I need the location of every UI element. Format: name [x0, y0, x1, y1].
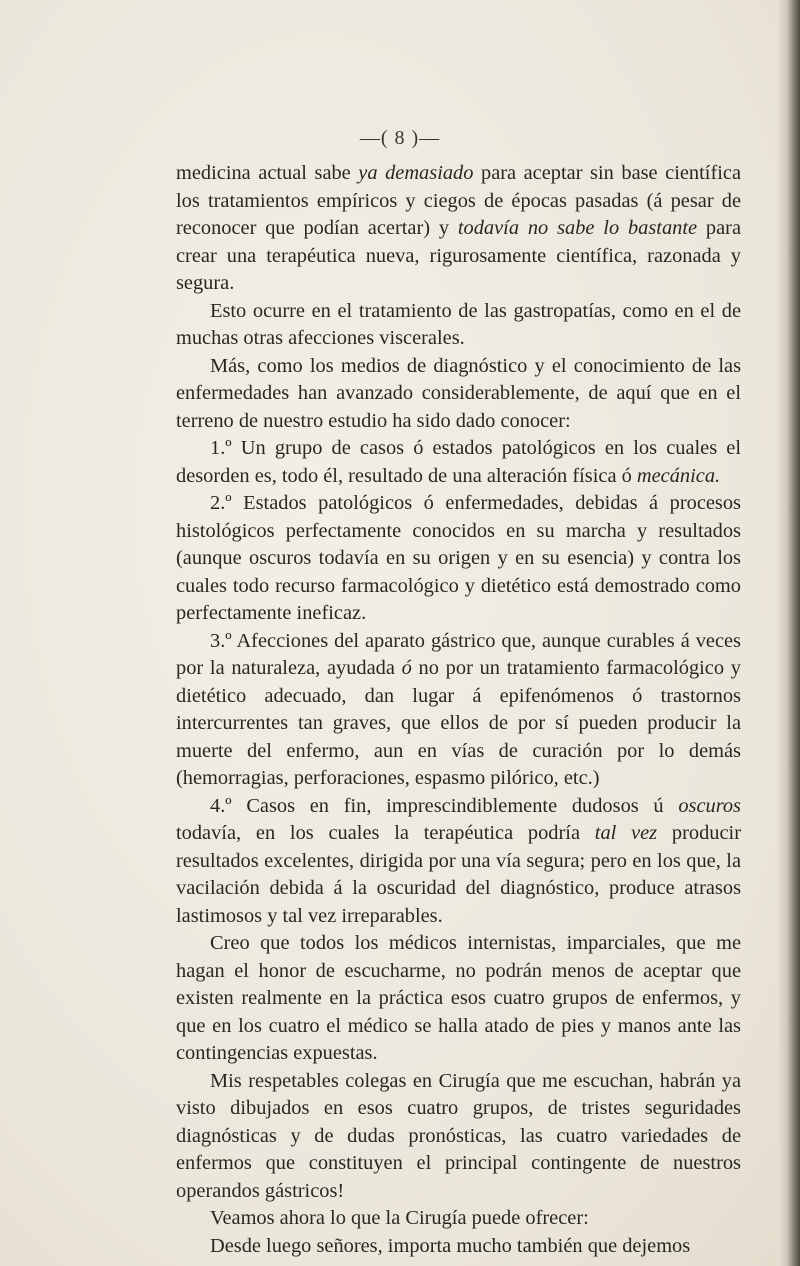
text-run: Más, como los medios de diagnóstico y el conocimiento de las enfermedades han avanzado considerablemente, de aquí que en el terreno de nuestro estudio ha sido dado conocer:: [176, 354, 741, 432]
paragraph: [176, 793, 741, 931]
text-run: 2.º Estados patológicos ó enfermedades, debidas á procesos histológicos perfectamente conocidos en su marcha y resultados (aunque oscuros todavía en su origen y en su esencia) y contra los cuales todo recurso farmacológico y dietético está demostrado como perfectamente ineficaz.: [176, 492, 741, 624]
paragraph: [176, 930, 741, 1068]
paragraph: [176, 1068, 741, 1206]
text-run: no por un tratamiento farmacológico y dietético adecuado, dan lugar á epifenómenos ó trastornos intercurrentes tan graves, que ellos de por sí pueden producir la muerte del enfermo, aun en vías de curación por lo demás (hemorragias, perforaciones, espasmo pilórico, etc.): [176, 657, 741, 789]
text-run: todavía, en los cuales la terapéutica podría: [176, 822, 595, 844]
page-edge-shadow: [778, 0, 800, 1266]
paragraph: [176, 628, 741, 793]
text-run: medicina actual sabe: [176, 162, 359, 184]
text-run: 3.º Afecciones del aparato gástrico que, aunque curables á veces por la naturaleza, ayudada: [176, 629, 741, 679]
text-run: para aceptar sin base científica los tratamientos empíricos y ciegos de épocas pasadas (á pesar de reconocer que podían acertar) y: [176, 162, 742, 239]
paragraph: [176, 353, 741, 436]
italic-text: mecánica.: [636, 464, 721, 487]
paragraph: [176, 298, 741, 353]
paragraph: [176, 435, 741, 490]
text-run: Creo que todos los médicos internistas, imparciales, que me hagan el honor de escucharme, no podrán menos de aceptar que existen realmente en la práctica esos cuatro grupos de enfermos, y que en los cuatro el médico se halla atado de pies y manos ante las contingencias expuestas.: [176, 932, 741, 1064]
italic-text: tal vez: [594, 822, 658, 844]
paragraph: [176, 1205, 741, 1233]
italic-text: oscuros: [678, 794, 741, 817]
text-run: 4.º Casos en fin, imprescindiblemente dudosos ú: [210, 794, 679, 817]
text-run: Veamos ahora lo que la Cirugía puede ofrecer:: [210, 1207, 589, 1229]
text-run: Esto ocurre en el tratamiento de las gastropatías, como en el de muchas otras afecciones viscerales.: [176, 299, 741, 349]
paragraph: [176, 490, 741, 628]
paragraph: [176, 1233, 741, 1261]
text-run: para crear una terapéutica nueva, rigurosamente científica, razonada y segura.: [176, 217, 741, 294]
page-number: —( 8 )—: [359, 127, 441, 149]
text-run: producir resultados excelentes, dirigida por una vía segura; pero en los que, la vacilación debida á la oscuridad del diagnóstico, produce atrasos lastimosos y tal vez irreparables.: [176, 822, 741, 927]
text-run: Desde luego señores, importa mucho también que dejemos: [210, 1234, 691, 1257]
body-text: [176, 160, 741, 1260]
text-run: 1.º Un grupo de casos ó estados patológicos en los cuales el desorden es, todo él, resultado de una alteración física ó: [176, 437, 741, 487]
italic-text: ó: [401, 657, 412, 679]
italic-text: ya demasiado: [358, 162, 474, 184]
paragraph: [176, 160, 741, 298]
italic-text: todavía no sabe lo bastante: [457, 217, 698, 239]
text-run: Mis respetables colegas en Cirugía que me escuchan, habrán ya visto dibujados en esos cuatro grupos, de tristes seguridades diagnósticas y de dudas pronósticas, las cuatro variedades de enfermos que constituyen el principal contingente de nuestros operandos gástricos!: [176, 1069, 741, 1202]
